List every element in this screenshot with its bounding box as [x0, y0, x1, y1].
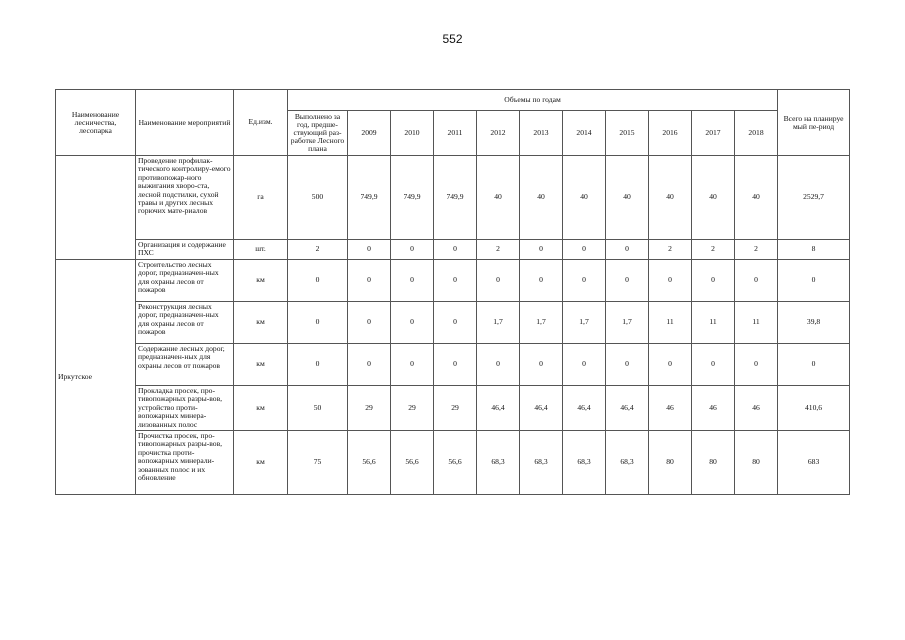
- forestry-cell: [56, 156, 136, 260]
- header-year: 2015: [606, 111, 649, 156]
- unit-cell: га: [234, 156, 288, 240]
- value-cell: 0: [606, 240, 649, 260]
- value-cell: 46: [649, 386, 692, 431]
- value-cell: 749,9: [391, 156, 434, 240]
- value-cell: 0: [434, 344, 477, 386]
- activity-cell: Прокладка просек, про-тивопожарных разры-вов, устройство проти-вопожарных минера-лизованных полос: [136, 386, 234, 431]
- header-total: Всего на планируе мый пе-риод: [778, 90, 850, 156]
- value-cell: 2: [288, 240, 348, 260]
- value-cell: 0: [520, 344, 563, 386]
- value-cell: 46: [735, 386, 778, 431]
- value-cell: 0: [391, 302, 434, 344]
- unit-cell: шт.: [234, 240, 288, 260]
- value-cell: 46,4: [606, 386, 649, 431]
- value-cell: 0: [288, 260, 348, 302]
- value-cell: 2: [735, 240, 778, 260]
- value-cell: 40: [563, 156, 606, 240]
- table-row: [56, 302, 850, 344]
- table-row: [56, 386, 850, 431]
- value-cell: 1,7: [477, 302, 520, 344]
- value-cell: 40: [606, 156, 649, 240]
- activity-cell: Строительство лесных дорог, предназначен-ных для охраны лесов от пожаров: [136, 260, 234, 302]
- header-activity: Наименование мероприятий: [136, 90, 234, 156]
- value-cell: 0: [520, 240, 563, 260]
- value-cell: 0: [606, 344, 649, 386]
- value-cell: 0: [434, 302, 477, 344]
- value-cell: 1,7: [563, 302, 606, 344]
- value-cell: 0: [563, 240, 606, 260]
- value-cell: 40: [477, 156, 520, 240]
- value-cell: 56,6: [391, 431, 434, 495]
- value-cell: 8: [778, 240, 850, 260]
- value-cell: 410,6: [778, 386, 850, 431]
- header-year: 2012: [477, 111, 520, 156]
- value-cell: 0: [606, 260, 649, 302]
- activity-cell: Проведение профилак-тического контролиру-емого противопожар-ного выжигания хворо-ста, лесной подстилки, сухой травы и других лесных горючих мате-риалов: [136, 156, 234, 240]
- activity-cell: Прочистка просек, про-тивопожарных разры-вов, прочистка проти-вопожарных минерали-зованных полос и их обновление: [136, 431, 234, 495]
- value-cell: 40: [735, 156, 778, 240]
- value-cell: 11: [735, 302, 778, 344]
- value-cell: 0: [778, 344, 850, 386]
- header-forestry: Наименование лесничества, лесопарка: [56, 90, 136, 156]
- value-cell: 56,6: [434, 431, 477, 495]
- value-cell: 80: [735, 431, 778, 495]
- value-cell: 0: [649, 344, 692, 386]
- value-cell: 46,4: [477, 386, 520, 431]
- value-cell: 68,3: [520, 431, 563, 495]
- value-cell: 0: [434, 240, 477, 260]
- header-year: 2017: [692, 111, 735, 156]
- table-row: [56, 156, 850, 240]
- header-unit: Ед.изм.: [234, 90, 288, 156]
- header-year: 2016: [649, 111, 692, 156]
- unit-cell: км: [234, 386, 288, 431]
- value-cell: 39,8: [778, 302, 850, 344]
- value-cell: 68,3: [563, 431, 606, 495]
- value-cell: 0: [348, 344, 391, 386]
- header-year: 2014: [563, 111, 606, 156]
- value-cell: 40: [692, 156, 735, 240]
- value-cell: 0: [391, 240, 434, 260]
- header-volumes-by-year: Объемы по годам: [288, 90, 778, 111]
- header-year: 2009: [348, 111, 391, 156]
- value-cell: 2: [649, 240, 692, 260]
- header-year: 2011: [434, 111, 477, 156]
- activity-cell: Содержание лесных дорог, предназначен-ных для охраны лесов от пожаров: [136, 344, 234, 386]
- value-cell: 749,9: [348, 156, 391, 240]
- value-cell: 68,3: [606, 431, 649, 495]
- activity-cell: Организация и содержание ПХС: [136, 240, 234, 260]
- value-cell: 0: [735, 260, 778, 302]
- value-cell: 0: [477, 344, 520, 386]
- page-number: 552: [442, 32, 463, 46]
- volumes-table: [55, 89, 850, 495]
- table-body: [56, 156, 850, 495]
- value-cell: 0: [778, 260, 850, 302]
- value-cell: 11: [649, 302, 692, 344]
- value-cell: 0: [391, 260, 434, 302]
- value-cell: 0: [477, 260, 520, 302]
- unit-cell: км: [234, 260, 288, 302]
- header-year: 2013: [520, 111, 563, 156]
- value-cell: 29: [348, 386, 391, 431]
- value-cell: 0: [288, 302, 348, 344]
- table-row: [56, 240, 850, 260]
- value-cell: 40: [649, 156, 692, 240]
- value-cell: 749,9: [434, 156, 477, 240]
- value-cell: 11: [692, 302, 735, 344]
- value-cell: 80: [692, 431, 735, 495]
- value-cell: 0: [348, 302, 391, 344]
- header-previous-year: Выполнено за год, предше-ствующий раз-работке Лесного плана: [288, 111, 348, 156]
- value-cell: 46,4: [563, 386, 606, 431]
- value-cell: 0: [563, 344, 606, 386]
- value-cell: 1,7: [520, 302, 563, 344]
- value-cell: 50: [288, 386, 348, 431]
- value-cell: 0: [692, 260, 735, 302]
- unit-cell: км: [234, 344, 288, 386]
- table-row: [56, 431, 850, 495]
- value-cell: 46,4: [520, 386, 563, 431]
- value-cell: 46: [692, 386, 735, 431]
- value-cell: 1,7: [606, 302, 649, 344]
- header-year: 2010: [391, 111, 434, 156]
- value-cell: 0: [520, 260, 563, 302]
- table-row: [56, 260, 850, 302]
- activity-cell: Реконструкция лесных дорог, предназначен-ных для охраны лесов от пожаров: [136, 302, 234, 344]
- value-cell: 56,6: [348, 431, 391, 495]
- value-cell: 40: [520, 156, 563, 240]
- header-year: 2018: [735, 111, 778, 156]
- value-cell: 0: [692, 344, 735, 386]
- value-cell: 2: [692, 240, 735, 260]
- unit-cell: км: [234, 302, 288, 344]
- value-cell: 0: [563, 260, 606, 302]
- value-cell: 0: [288, 344, 348, 386]
- unit-cell: км: [234, 431, 288, 495]
- value-cell: 2529,7: [778, 156, 850, 240]
- value-cell: 0: [649, 260, 692, 302]
- value-cell: 0: [434, 260, 477, 302]
- value-cell: 0: [391, 344, 434, 386]
- value-cell: 29: [391, 386, 434, 431]
- value-cell: 2: [477, 240, 520, 260]
- value-cell: 683: [778, 431, 850, 495]
- value-cell: 75: [288, 431, 348, 495]
- value-cell: 0: [348, 260, 391, 302]
- table-row: [56, 344, 850, 386]
- value-cell: 0: [735, 344, 778, 386]
- value-cell: 29: [434, 386, 477, 431]
- value-cell: 0: [348, 240, 391, 260]
- value-cell: 68,3: [477, 431, 520, 495]
- forestry-cell: Иркутское: [56, 260, 136, 495]
- value-cell: 500: [288, 156, 348, 240]
- value-cell: 80: [649, 431, 692, 495]
